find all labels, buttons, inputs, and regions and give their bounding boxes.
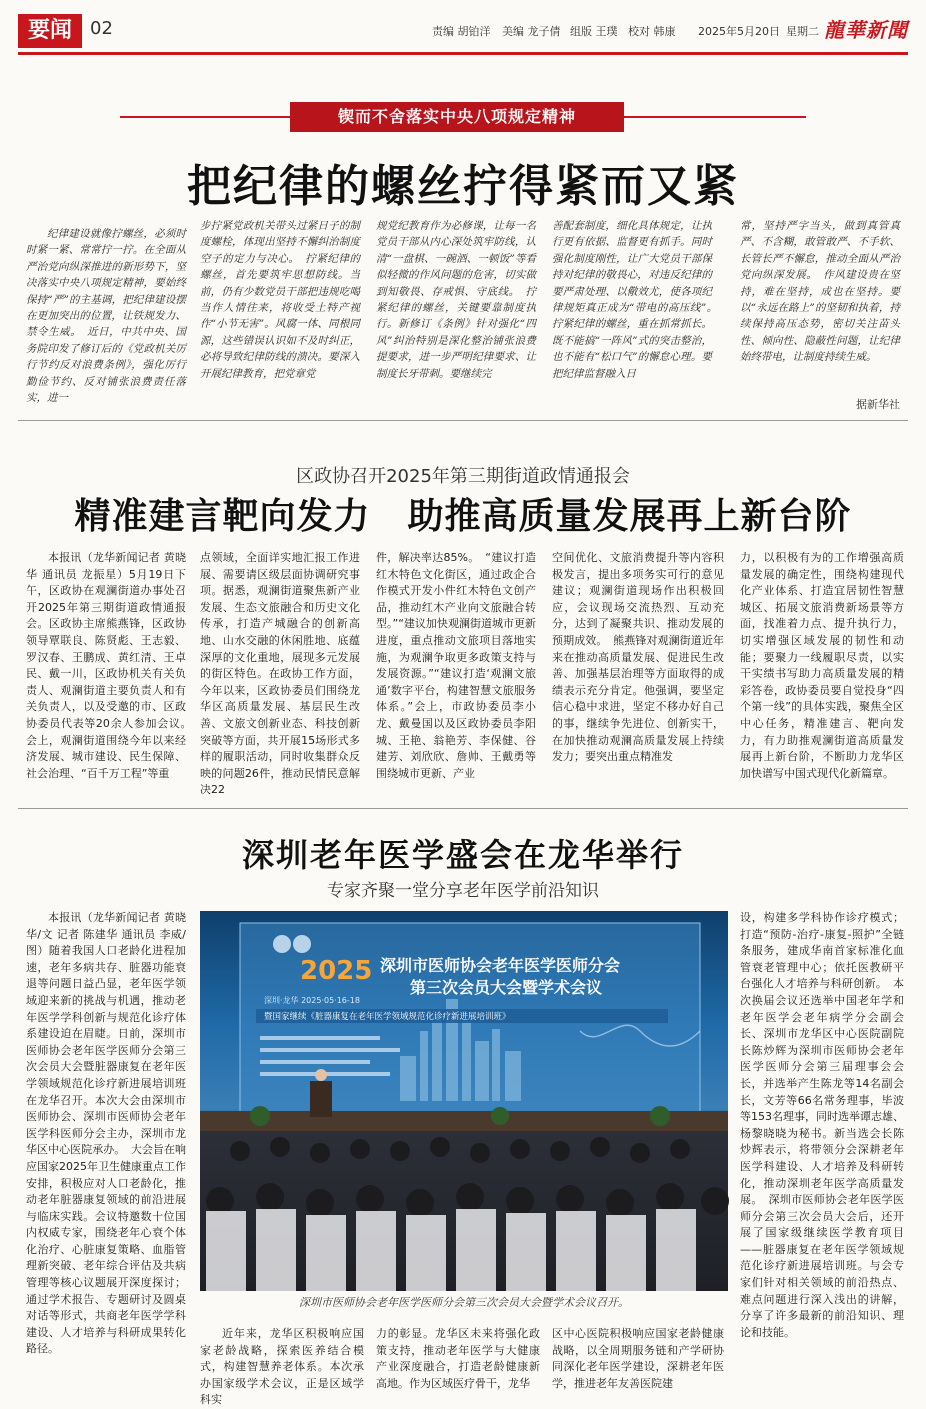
section-tag: 要闻 (18, 14, 82, 48)
banner-dates: 深圳·龙华 2025·05·16-18 (264, 996, 360, 1005)
banner-title-line1: 深圳市医师协会老年医学医师分会 (380, 956, 621, 975)
article1-column-1: 纪律建设就像拧螺丝，必须时时紧一紧、常常拧一拧。在全面从严治党向纵深推进的新形势下，坚决落实中央八项规定精神，要始终保持“严”的主基调，把纪律建设摆在更加突出的位置，让铁规发力、禁令生威。 近日，中共中央、国务院印发了修订后的《党政机关厉行节约反对浪费条例》，强化厉行勤俭节约、反对铺张浪费责任落实，进一 (26, 228, 186, 405)
article2-column-2: 点领域，全面详实地汇报工作进展、需要请区级层面协调研究事项。据悉，观澜街道聚焦新产业发展、生态文旅融合和历史文化传承，打造产城融合的创新高地、山水交融的休闲胜地、底蕴深厚的文化重地，展现多元发展的街区特色。在政协工作方面，今年以来，区政协委员们围绕龙华区高质量发展、基层民生改善、文旅文创新业态、科技创新突破等方面，共开展15场形式多样的履职活动，同时收集群众反映的问题26件，推动民情民意解决22 (200, 551, 360, 797)
section-divider (18, 420, 908, 421)
banner-subtitle: 暨国家继续《脏器康复在老年医学领域规范化诊疗新进展培训班》 (264, 1012, 511, 1022)
conference-photo-illustration (200, 911, 728, 1291)
article3-subhead: 专家齐聚一堂分享老年医学前沿知识 (327, 881, 599, 901)
article3-headline: 深圳老年医学盛会在龙华举行 (241, 836, 684, 874)
article1-column-4: 善配套制度，细化具体规定，让执行更有依据、监督更有抓手。同时强化制度刚性，让广大党员干部保持对纪律的敬畏心，对违反纪律的要严肃处理、以儆效尤，使各项纪律规矩真正成为“带电的高压线”。 拧紧纪律的螺丝，重在抓常抓长。既不能搞“一阵风”式的突击整治，也不能有“松口气”的懈怠心理。要把纪律监督融入日 (552, 220, 723, 380)
newspaper-brand-logo: 龍華新聞 (824, 18, 908, 42)
article3-bottom-column-1: 近年来，龙华区积极响应国家老龄战略，探索医养结合模式，构建智慧养老体系。本次承办国家级学术会议，正是区域学科实 (200, 1327, 364, 1407)
article1-column-3: 规党纪教育作为必修课，让每一名党员干部从内心深处筑牢防线，认清“一盘棋、一碗酒、一顿饭”等看似轻微的作风问题的危害，切实做到知敬畏、存戒惧、守底线。 拧紧纪律的螺丝，关键要靠制度执行。新修订《条例》针对强化“四风”纠治特别是深化整治铺张浪费提要求，进一步严明纪律要求、让制度长牙带刺。要继续完 (376, 220, 536, 380)
issue-date: 2025年5月20日 (698, 25, 780, 38)
article3-right-column: 设，构建多学科协作诊疗模式；打造“预防-治疗-康复-照护”全链条服务，建成华南首家标准化血管衰老管理中心；依托医教研平台强化人才培养与科研创新。 本次换届会议还选举中国老年学和老年医学会老年病学分会副会长、深圳市龙华区中心医院副院长陈炒辉为深圳市医师协会老年医学医师分会第三届理事会会长，并选举产生陈龙等14名副会长，文芳等66名常务理事，毕波等153名理事，同时选举谭志雄、杨黎晓晓为秘书。新当选会长陈炒辉表示，将带领分会深耕老年医学科建设、人才培养及科研转化，推动深圳老年医学高质量发展。 深圳市医师协会老年医学医师分会第三次会员大会后，还开展了国家级继续医学教育项目——脏器康复在老年医学领域规范化诊疗新进展培训班。与会专家们针对相关领域的前沿热点、难点问题进行深入浅出的讲解，分享了许多最新的前沿知识、理论和技能。 (740, 911, 904, 1339)
article1-headline: 把纪律的螺丝拧得紧而又紧 (187, 161, 739, 212)
article3-bottom-column-2: 力的彰显。龙华区未来将强化政策支持，推动老年医学与大健康产业深度融合，打造老龄健康新高地。作为区域医疗骨干，龙华 (376, 1327, 540, 1390)
credit-proofread: 校对 韩康 (628, 25, 676, 38)
article3-left-column: 本报讯（龙华新闻记者 黄晓华/文 记者 陈建华 通讯员 李威/图）随着我国人口老龄化进程加速，老年多病共存、脏器功能衰退等问题日益凸显，老年医学领域迎来新的挑战与机遇，推动老年医学学科创新与规范化诊疗体系建设迫在眉睫。日前，深圳市医师协会老年医学医师分会第三次会员大会暨脏器康复在老年医学领域规范化诊疗新进展培训班在龙华召开。本次大会由深圳市医师协会、深圳市医师协会老年医学科医师分会主办，深圳市龙华区中心医院承办。 大会旨在响应国家2025年卫生健康重点工作安排，积极应对人口老龄化，推动老年脏器康复领域的前沿进展与临床实践。会议特邀数十位国内权威专家，围绕老年心衰个体化治疗、心脏康复策略、血脂管理新突破、老年综合评估及共病管理等核心议题展开深度探讨；通过学术报告、专题研讨及圆桌对话等形式，共商老年医学学科建设、人才培养与科研成果转化路径。 (26, 911, 186, 1356)
article1-column-5: 常，坚持严字当头，做到真管真严、不含糊，敢管敢严、不手软、长管长严不懈怠，推动全面从严治党向纵深发展。 作风建设贵在坚持，难在坚持，成也在坚持。要以“永远在路上”的坚韧和执着，持续保持高压态势，密切关注苗头性、倾向性、隐蔽性问题，让纪律始终带电，让制度持续生威。 (740, 220, 900, 364)
article2-headline: 精准建言靶向发力 助推高质量发展再上新台阶 (74, 496, 852, 537)
banner-title-line2: 第三次会员大会暨学术会议 (410, 978, 603, 997)
article3-bottom-column-3: 区中心医院积极响应国家老龄健康战略，以全周期服务链和产学研协同深化老年医学建设，深耕老年医学，推进老年友善医院建 (552, 1327, 724, 1390)
issue-weekday: 星期二 (786, 25, 819, 38)
page-number: 02 (90, 18, 113, 39)
article2-column-1: 本报讯（龙华新闻记者 黄晓华 通讯员 龙振星）5月19日下午，区政协在观澜街道办事处召开2025年第三期街道政情通报会。区政协主席熊燕锋，区政协领导覃联良、陈贤彪、王志毅、罗汉春、王鹏成、黄红清、王卓民、戴一川，区政协机关有关负责人、观澜街道主要负责人和有关负责人，以及受邀的市、区政协委员代表等20余人参加会议。 会上，观澜街道围绕今年以来经济发展、城市建设、民生保障、社会治理、“百千万工程”等重 (26, 551, 197, 780)
article2-kicker: 区政协召开2025年第三期街道政情通报会 (296, 466, 630, 487)
article2-column-3: 件，解决率达85%。 “建议打造红木特色文化街区，通过政企合作模式开发小件红木特色文创产品，推动红木产业向文旅融合转型。”“建议加快观澜街道城市更新进度，重点推动文旅项目落地实施，为观澜争取更多政策支持与发展资源。”“建议打造‘观澜文旅通’数字平台，构建智慧文旅服务体系。”会上，市政协委员李小龙、戴曼国以及区政协委员李阳城、王艳、翁艳芳、李保健、谷建芳、刘欣欣、詹帅、王戴勇等围绕城市更新、产业 (376, 551, 536, 780)
credit-editor: 责编 胡铂洋 (432, 25, 491, 38)
article1-column-2: 步拧紧党政机关带头过紧日子的制度螺栓，体现出坚持不懈纠治制度空子的定力与决心。 拧紧纪律的螺丝，首先要筑牢思想防线。当前，仍有少数党员干部把违规吃喝当作人情往来，将收受土特产视作“小节无害”。风腐一体、同根同源，这些错误认识如不及时纠正，必将导致纪律防线的溃决。要深入开展纪律教育，把党章党 (200, 220, 360, 380)
topic-banner: 锲而不舍落实中央八项规定精神 (290, 102, 624, 132)
article2-column-5: 力，以积极有为的工作增强高质量发展的确定性，围绕构建现代化产业体系、打造宜居韧性智慧城区、拓展文旅消费新场景等方面，找准着力点、提升执行力，切实增强区域发展的韧性和动能；要聚力一线履职尽责，以实干实绩书写助力高质量发展的精彩答卷，政协委员要自觉投身“四个第一线”的具体实践，聚焦全区中心任务，精准建言、靶向发力，有力助推观澜街道高质量发展再上新台阶，不断助力龙华区加快谱写中国式现代化新篇章。 (740, 551, 904, 780)
article1-source: 据新华社 (856, 398, 900, 411)
banner-year: 2025 (300, 956, 373, 986)
photo-caption: 深圳市医师协会老年医学医师分会第三次会员大会暨学术会议召开。 (299, 1296, 629, 1309)
article2-column-4: 空间优化、文旅消费提升等内容积极发言，提出多项务实可行的意见建议；观澜街道现场作出积极回应，会议现场交流热烈、互动充分，达到了凝聚共识、推动发展的预期成效。 熊燕锋对观澜街道近年来在推动高质量发展、促进民生改善、加强基层治理等方面取得的成绩表示充分肯定。他强调，要坚定信心稳中求进，坚定不移办好自己的事，继续争先进位、创新实干，在加快推动观澜高质量发展上持续发力；要突出重点精准发 (552, 551, 724, 764)
association-logo-icon (293, 935, 311, 953)
section-divider (18, 808, 908, 809)
credit-layout: 组版 王璞 (570, 25, 618, 38)
association-logo-icon (273, 935, 291, 953)
masthead-rule (18, 52, 908, 55)
credit-designer: 美编 龙子倩 (502, 25, 561, 38)
conference-photo (200, 911, 728, 1291)
